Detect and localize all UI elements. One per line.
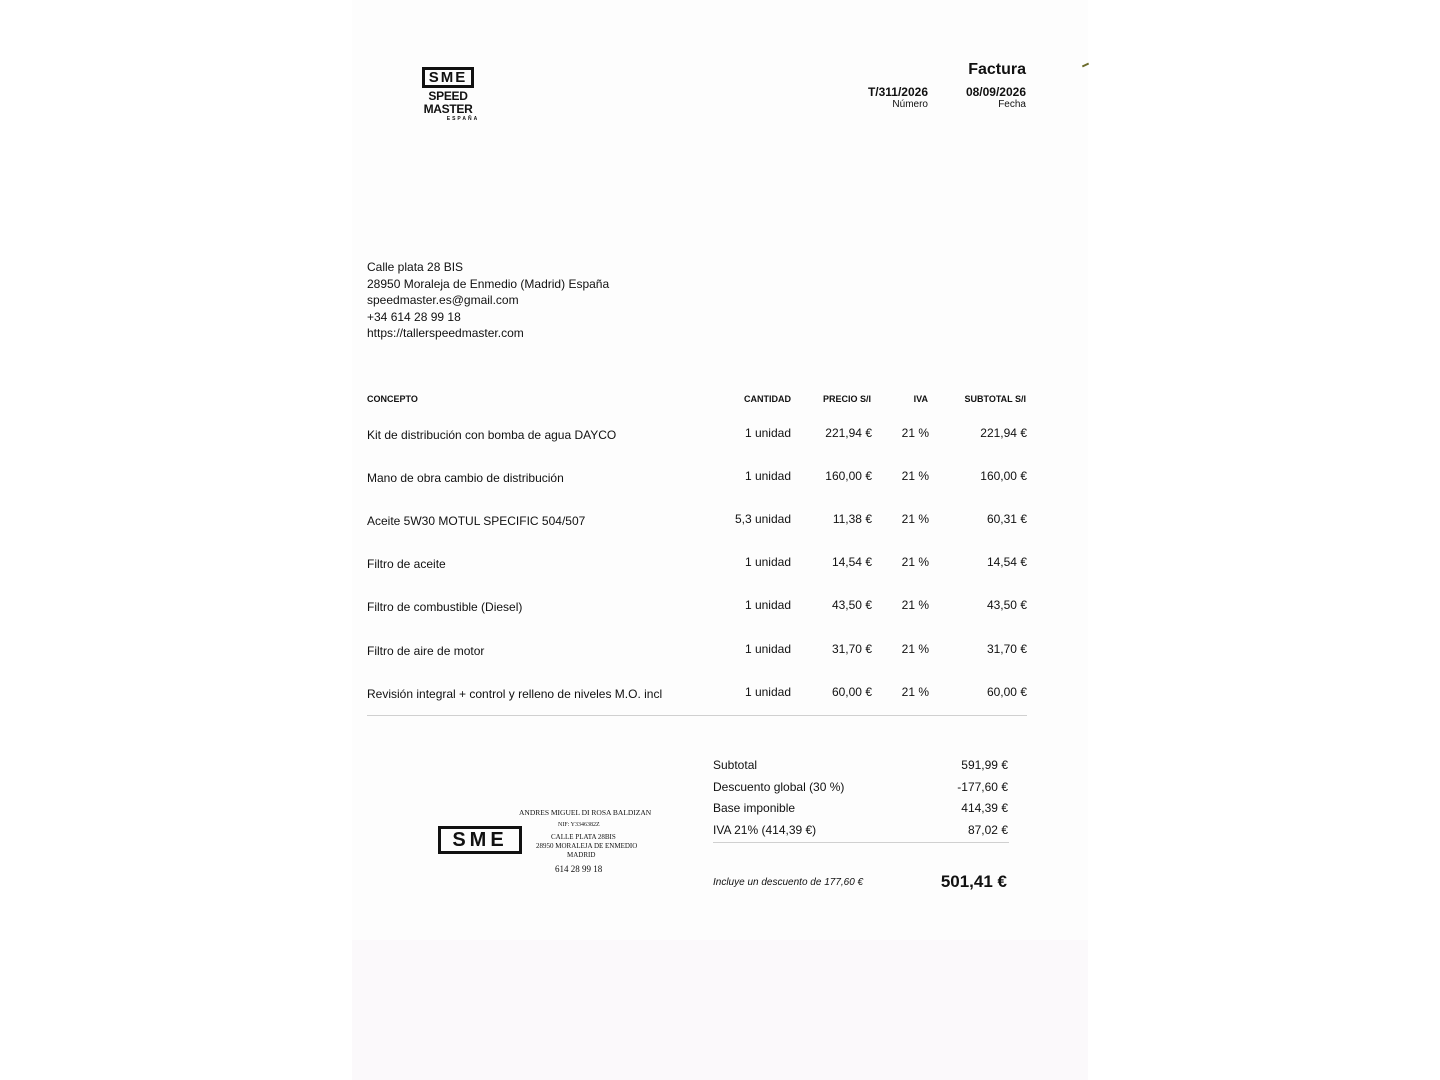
company-website: https://tallerspeedmaster.com — [367, 326, 524, 341]
totals-base — [713, 801, 1008, 817]
row-iva: 21 % — [901, 598, 929, 612]
row-subtotal: 60,31 € — [986, 512, 1027, 526]
header-iva: IVA — [913, 394, 928, 404]
invoice-number-block — [868, 85, 928, 111]
totals-divider — [713, 842, 1009, 843]
document-title: Factura — [968, 61, 1026, 78]
row-iva: 21 % — [901, 512, 929, 526]
invoice-date: 08/09/2026 — [965, 85, 1026, 99]
stamp-nif: NIF: Y3346382Z — [558, 822, 600, 828]
totals-iva — [713, 823, 1008, 839]
totals-discount — [713, 780, 1008, 796]
invoice-date-label: Fecha — [998, 99, 1026, 110]
totals-subtotal — [713, 758, 1008, 774]
invoice-number: T/311/2026 — [867, 85, 928, 99]
stamp-phone: 614 28 99 18 — [555, 864, 603, 874]
grand-total: 501,41 € — [940, 872, 1007, 891]
row-price: 31,70 € — [831, 642, 872, 656]
address-city: 28950 Moraleja de Enmedio (Madrid) España — [367, 276, 610, 291]
address-street: Calle plata 28 BIS — [367, 260, 464, 274]
table-row — [367, 644, 1027, 664]
row-concept: Filtro de aire de motor — [367, 644, 485, 658]
table-row — [367, 557, 1027, 577]
row-quantity: 1 unidad — [744, 469, 791, 483]
row-price: 160,00 € — [825, 469, 872, 483]
row-price: 11,38 € — [832, 512, 872, 526]
row-subtotal: 14,54 € — [986, 555, 1027, 569]
row-quantity: 1 unidad — [744, 426, 791, 440]
logo-name: SPEED MASTER — [423, 89, 473, 116]
table-row — [367, 687, 1027, 707]
row-iva: 21 % — [901, 555, 929, 569]
table-row — [367, 514, 1027, 534]
row-iva: 21 % — [901, 426, 929, 440]
logo-mark: SME — [422, 67, 475, 88]
base-label: Base imponible — [713, 801, 796, 815]
row-quantity: 1 unidad — [744, 555, 791, 569]
company-address — [367, 259, 609, 342]
row-price: 14,54 € — [831, 555, 872, 569]
base-value: 414,39 € — [961, 801, 1008, 815]
row-quantity: 1 unidad — [744, 598, 791, 612]
stamp-name: ANDRES MIGUEL DI ROSA BALDIZAN — [519, 808, 652, 817]
invoice-page — [352, 0, 1088, 1080]
invoice-date-block — [966, 85, 1026, 111]
company-logo — [404, 67, 492, 122]
row-quantity: 1 unidad — [744, 685, 791, 699]
row-price: 43,50 € — [831, 598, 872, 612]
company-email: speedmaster.es@gmail.com — [367, 293, 519, 308]
discount-label: Descuento global (30 %) — [713, 780, 845, 794]
company-phone: +34 614 28 99 18 — [367, 309, 461, 324]
table-row — [367, 471, 1027, 491]
table-row — [367, 428, 1027, 448]
row-concept: Filtro de combustible (Diesel) — [367, 600, 523, 614]
row-concept: Kit de distribución con bomba de agua DAYCO — [367, 428, 617, 442]
discount-note: Incluye un descuento de 177,60 € — [713, 877, 864, 888]
row-concept: Mano de obra cambio de distribución — [367, 471, 564, 485]
row-subtotal: 43,50 € — [986, 598, 1027, 612]
iva-label: IVA 21% (414,39 €) — [713, 823, 817, 837]
row-subtotal: 221,94 € — [980, 426, 1027, 440]
row-concept: Aceite 5W30 MOTUL SPECIFIC 504/507 — [367, 514, 586, 528]
row-subtotal: 60,00 € — [986, 685, 1027, 699]
row-concept: Revisión integral + control y relleno de niveles M.O. incl — [367, 687, 663, 701]
row-subtotal: 160,00 € — [980, 469, 1027, 483]
row-iva: 21 % — [901, 642, 929, 656]
row-price: 60,00 € — [831, 685, 872, 699]
row-quantity: 5,3 unidad — [734, 512, 791, 526]
row-iva: 21 % — [901, 685, 929, 699]
subtotal-label: Subtotal — [713, 758, 758, 772]
header-concept: CONCEPTO — [367, 394, 418, 404]
row-price: 221,94 € — [825, 426, 872, 440]
logo-subtitle: ESPAÑA — [446, 116, 480, 122]
stamp-logo: SME — [438, 826, 522, 854]
invoice-number-label: Número — [892, 99, 928, 110]
row-quantity: 1 unidad — [744, 642, 791, 656]
stamp-city: 28950 MORALEJA DE ENMEDIO — [536, 842, 638, 850]
header-quantity: CANTIDAD — [744, 394, 791, 404]
subtotal-value: 591,99 € — [961, 758, 1008, 772]
table-row — [367, 600, 1027, 620]
row-subtotal: 31,70 € — [986, 642, 1027, 656]
row-concept: Filtro de aceite — [367, 557, 446, 571]
header-subtotal: SUBTOTAL S/I — [964, 394, 1026, 404]
stamp-street: CALLE PLATA 28BIS — [551, 833, 616, 841]
page-shadow — [352, 940, 1088, 1080]
iva-value: 87,02 € — [967, 823, 1008, 837]
header-price: PRECIO S/I — [822, 394, 871, 404]
row-iva: 21 % — [901, 469, 929, 483]
table-divider — [367, 715, 1027, 716]
stamp-region: MADRID — [567, 851, 596, 859]
discount-value: -177,60 € — [957, 780, 1008, 794]
